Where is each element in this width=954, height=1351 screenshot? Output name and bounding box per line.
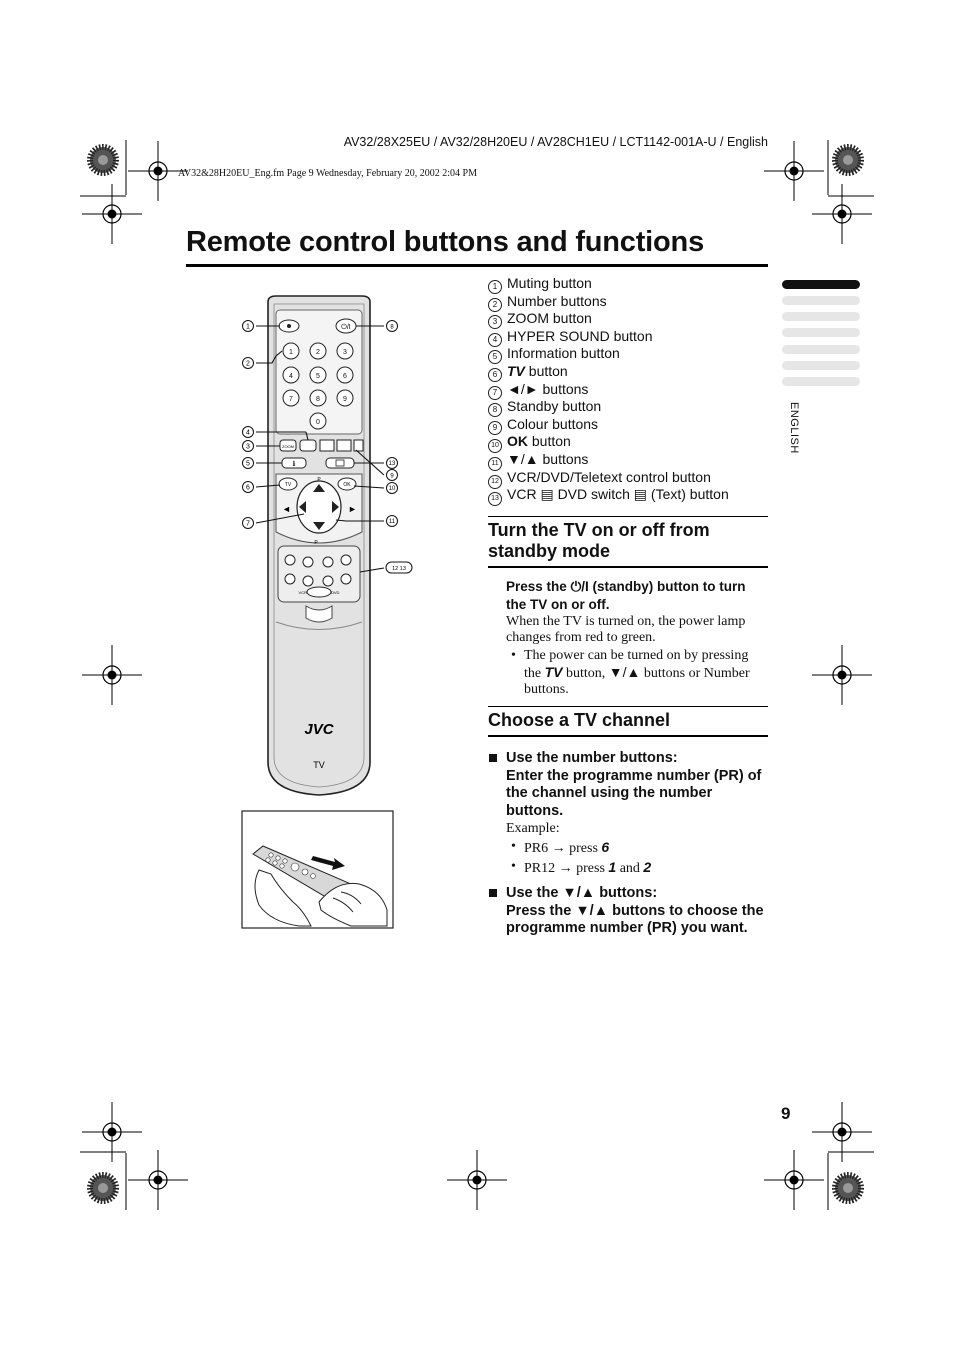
keypad-label: 3 [343,349,347,356]
side-tab [782,377,860,386]
number-buttons-step: Use the number buttons: Enter the programme number (PR) of the channel using the number buttons. [488,750,768,820]
keypad-label: 5 [316,373,320,380]
up-down-arrow-icon: ▼/▲ [608,664,641,680]
list-number: 5 [488,350,502,364]
p-label-top: P [317,477,321,483]
list-item [488,486,778,504]
list-item [488,328,778,346]
list-number: 11 [488,457,502,471]
example-item: • PR12 → press 1 and 2 [506,859,768,877]
section-rule-bottom [488,735,768,737]
side-tab [782,296,860,305]
list-item [488,310,778,328]
p-label-bottom: P [314,540,318,546]
keypad-label: 7 [289,396,293,403]
section-heading-channel: Choose a TV channel [488,710,671,730]
arrow-right-icon: → [558,861,573,876]
file-info-line: AV32&28H20EU_Eng.fm Page 9 Wednesday, February 20, 2002 2:04 PM [178,168,477,179]
callout-number: 5 [246,460,250,468]
colour-button [320,440,334,451]
section-rule-bottom [488,566,768,568]
keypad-label: 2 [316,349,320,356]
callout-number: 13 [388,461,396,467]
remote-in-hands-illustration [241,810,394,929]
list-number: 12 [488,475,502,489]
up-down-arrow-icon: ▼/▲ [575,902,609,919]
dvd-label: DVD [331,590,340,595]
list-item [488,416,778,434]
list-label: HYPER SOUND button [507,327,653,344]
list-label: Information button [507,345,620,362]
side-tab-active [782,280,860,289]
tv-key-text: TV [507,362,525,379]
list-number: 10 [488,439,502,453]
keypad-label: 8 [316,396,320,403]
colour-button [337,440,351,451]
list-number: 2 [488,298,502,312]
list-label: Muting button [507,275,592,291]
arrow-buttons-step: Use the ▼/▲ buttons: Press the ▼/▲ buttons to choose the programme number (PR) you want. [488,885,768,938]
callout-number: 11 [388,519,396,525]
list-label: button [528,362,568,379]
up-down-arrow-icon: ▼/▲ [562,885,596,901]
page-title: Remote control buttons and functions [186,226,705,258]
list-item [488,451,778,469]
volume-minus-icon: ◄ [282,504,291,514]
side-tab [782,345,860,354]
list-number: 7 [488,386,502,400]
remote-control-illustration [236,292,416,802]
list-number: 13 [488,492,502,506]
keypad-label: 4 [289,373,293,380]
callout-number: 3 [246,443,250,451]
list-number: 3 [488,315,502,329]
list-number: 1 [488,280,502,294]
callout-number: 1 [246,323,250,331]
side-language-label: ENGLISH [788,402,800,454]
list-item [488,469,778,487]
standby-icon: ⏻/I [570,579,589,594]
standby-bullet: • The power can be turned on by pressing the TV button, ▼/▲ buttons or Number buttons. [506,648,768,698]
list-item [488,275,778,293]
list-label: buttons [542,380,589,397]
title-rule [186,264,768,267]
hyper-sound-button [300,440,316,451]
volume-plus-icon: ► [348,504,357,514]
document-model-header: AV32/28X25EU / AV32/28H20EU / AV28CH1EU / LCT1142-001A-U / English [343,135,768,149]
list-item [488,381,778,399]
standby-instructions [506,578,768,698]
callout-number: 12 13 [392,566,406,572]
list-item [488,433,778,451]
list-label: VCR/DVD/Teletext control button [507,468,711,485]
side-tab [782,312,860,321]
arrow-right-icon: → [551,841,566,856]
page-number: 9 [781,1104,791,1123]
brand-logo: JVC [304,721,334,738]
callout-number: 7 [246,520,250,528]
standby-step: Press the ⏻/I (standby) button to turn the TV on or off. [506,579,746,612]
channel-number-instructions [488,750,768,938]
up-down-arrow-icon: ▼/▲ [507,450,539,467]
standby-body: When the TV is turned on, the power lamp changes from red to green. [506,614,746,645]
tv-key-text: TV [544,664,563,680]
callout-number: 10 [388,486,396,492]
list-number: 4 [488,333,502,347]
standby-icon: ⏻/I [341,324,351,331]
list-label: Standby button [507,398,602,415]
list-number: 6 [488,368,502,382]
list-item [488,345,778,363]
info-icon: ℹ [292,461,296,468]
left-right-arrow-icon: ◄/► [507,380,539,397]
remote-model-label: TV [313,760,325,770]
button-function-list [488,275,778,504]
list-label: ZOOM button [507,310,592,327]
list-label: Number buttons [507,292,607,309]
list-label: Colour buttons [507,415,599,432]
keypad-label: 0 [316,419,320,426]
list-number: 9 [488,421,502,435]
list-label: buttons [542,450,589,467]
example-label: Example: [506,821,560,836]
text-button [326,458,354,468]
colour-button [354,440,363,451]
zoom-label: ZOOM [282,444,294,449]
tv-key-label: TV [284,482,292,488]
list-number: 8 [488,403,502,417]
section-rule-top [488,516,768,517]
keypad-label: 9 [343,396,347,403]
side-tab [782,361,860,370]
vcr-label: VCR [298,590,307,595]
keypad-label: 1 [289,349,293,356]
callout-number: 6 [246,484,250,492]
callout-number: 9 [390,473,394,480]
list-item [488,293,778,311]
callout-number: 4 [246,429,250,437]
list-label: button [531,433,571,450]
key-two: 2 [643,859,652,875]
callout-number: 8 [390,324,394,331]
key-six: 6 [601,839,610,855]
section-heading-standby: Turn the TV on or off from standby mode [488,520,710,561]
list-item [488,363,778,381]
key-one: 1 [608,859,617,875]
ok-key-label: OK [343,482,351,488]
list-label: VCR ▤ DVD switch ▤ (Text) button [507,486,729,503]
section-rule-top [488,706,768,707]
keypad-label: 6 [343,373,347,380]
callout-number: 2 [246,360,250,368]
example-item: • PR6 → press 6 [506,839,768,857]
list-item [488,398,778,416]
side-tab [782,328,860,337]
ok-key-text: OK [507,433,528,450]
